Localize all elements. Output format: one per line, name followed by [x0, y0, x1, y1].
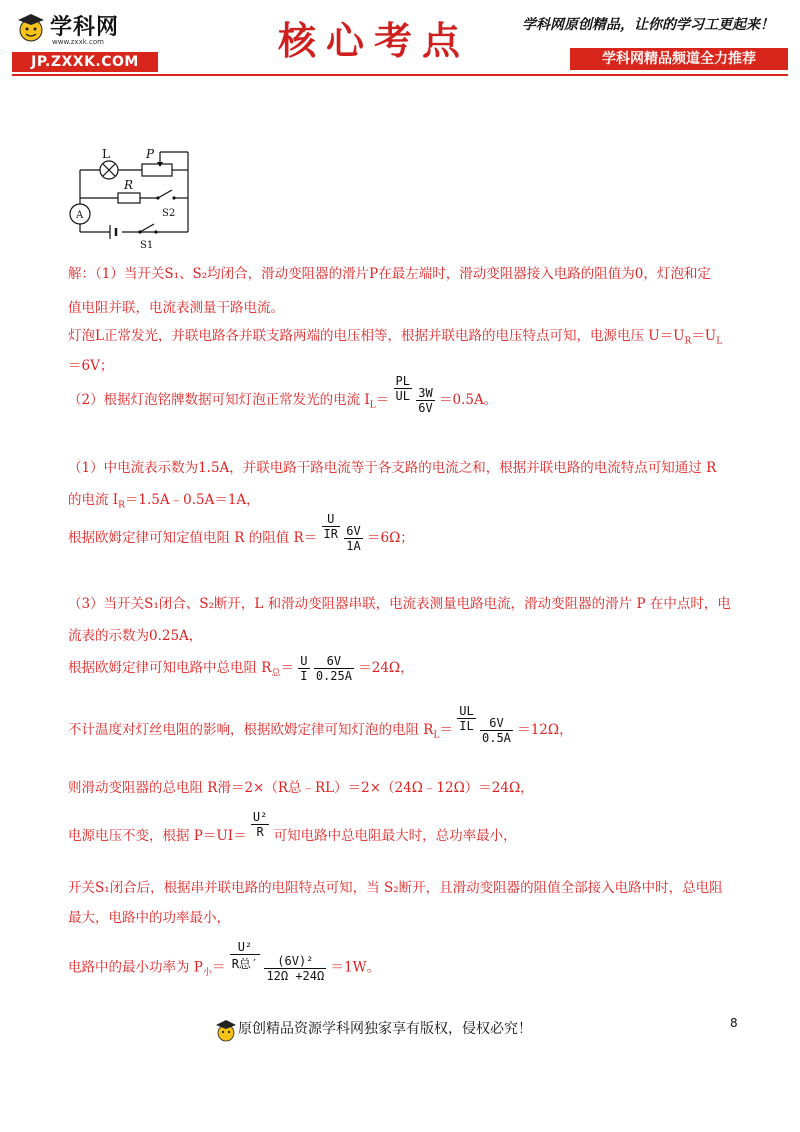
formula-line-R: 根据欧姆定律可知定值电阻 R 的阻值 R＝ $\frac{U}{IR}$ $\frac{6V}{1A}$ ＝6Ω；: [68, 512, 414, 553]
fraction: $\frac{\text{(6V)²}}{12\Omega +24\Omega}$: [266, 953, 325, 983]
formula-line-R-L: 不计温度对灯丝电阻的影响，根据欧姆定律可知灯泡的电阻 $R_L=$ $\frac{UL}{IL}$ $\frac{6V}{0.5A}$ ＝12Ω，: [68, 704, 573, 745]
header-slogan: 学科网原创精品，让你的学习工更起来！: [522, 17, 774, 33]
fraction: $\frac{6V}{1A}$: [346, 524, 361, 553]
formula-line-R-total: 根据欧姆定律可知电路中总电阻 $R_总=$ $\frac{U}{I}$ $\frac{6V}{0.25A}$ ＝24Ω，: [68, 654, 414, 683]
logo-badge: JP.ZXXK.COM: [12, 52, 158, 72]
solution-line: 解：（1）当开关S₁、S₂均闭合，滑动变阻器的滑片P在最左端时，滑动变阻器接入电路的阻值为0，灯泡和定: [68, 266, 711, 282]
solution-line: 的电流 $I_R=1.5A﹣0.5A=1A$，: [68, 492, 260, 511]
page-number: 8: [730, 1016, 738, 1030]
formula-line-current-L: （2）根据灯泡铭牌数据可知灯泡正常发光的电流 $I_L=$ $\frac{PL}{UL}$ $\frac{3W}{6V}$ ＝0.5A。: [68, 374, 498, 415]
fraction: $\frac{6V}{0.25A}$: [315, 654, 352, 683]
solution-line: 值电阻并联，电流表测量干路电流。: [68, 300, 284, 316]
solution-line: 则滑动变阻器的总电阻 R滑＝2×（R总﹣RL）＝2×（24Ω﹣12Ω）＝24Ω，: [68, 780, 534, 796]
logo-name: 学科网: [50, 15, 120, 40]
label-L: L: [102, 147, 110, 161]
mascot-logo-icon: [14, 10, 48, 44]
solution-line: 灯泡L正常发光，并联电路各并联支路两端的电压相等，根据并联电路的电压特点可知，电源电压 $U=U_R=U_L$: [68, 328, 723, 347]
label-S2: S2: [162, 208, 176, 219]
footer-copyright: 原创精品资源学科网独家享有版权，侵权必究！: [238, 1021, 532, 1037]
solution-line: 流表的示数为0.25A，: [68, 628, 203, 644]
solution-line: （3）当开关S₁闭合、S₂断开，L 和滑动变阻器串联，电流表测量电路电流，滑动变阻器的滑片 P 在中点时，电: [68, 596, 731, 612]
label-P: P: [146, 147, 155, 161]
channel-badge: 学科网精品频道全力推荐: [570, 48, 788, 70]
header-title: 核心考点: [278, 19, 471, 63]
fraction: $\frac{PL}{UL}$: [395, 374, 410, 403]
logo-url-small: www.zxxk.com: [52, 38, 104, 46]
fraction: $\frac{\text{U²}}{\text{R总′}}$: [231, 940, 259, 971]
fraction: $\frac{\text{U²}}{R}$: [252, 810, 268, 839]
fraction: $\frac{6V}{0.5A}$: [482, 716, 511, 745]
fraction: $\frac{U}{IR}$: [323, 512, 338, 541]
label-A: A: [76, 210, 84, 221]
formula-line-min-power: 电路中的最小功率为 $P_小=$ $\frac{\text{U²}}{\text{R总′}}$ $\frac{\text{(6V)²}}{12\Omega +24\Omega}$ ＝1W。: [68, 940, 380, 983]
solution-line: 开关S₁闭合后，根据串并联电路的电阻特点可知，当 S₂断开，且滑动变阻器的阻值全部接入电路中时，总电阻: [68, 880, 723, 896]
formula-line-power: 电源电压不变，根据 P＝UI＝ $\frac{\text{U²}}{R}$ 可知电路中总电阻最大时，总功率最小，: [68, 810, 517, 844]
label-S1: S1: [140, 240, 154, 251]
solution-line: 最大，电路中的功率最小，: [68, 910, 230, 926]
circuit-diagram: [62, 142, 222, 254]
fraction: $\frac{UL}{IL}$: [459, 704, 474, 733]
page-header: [0, 0, 800, 78]
fraction: $\frac{U}{I}$: [300, 654, 308, 683]
label-R: R: [124, 178, 134, 192]
fraction: $\frac{3W}{6V}$: [418, 386, 433, 415]
solution-line: ＝6V；: [68, 358, 114, 374]
solution-line: （1）中电流表示数为1.5A，并联电路干路电流等于各支路的电流之和，根据并联电路的电流特点可知通过 R: [68, 460, 717, 476]
header-rule: [12, 74, 788, 76]
